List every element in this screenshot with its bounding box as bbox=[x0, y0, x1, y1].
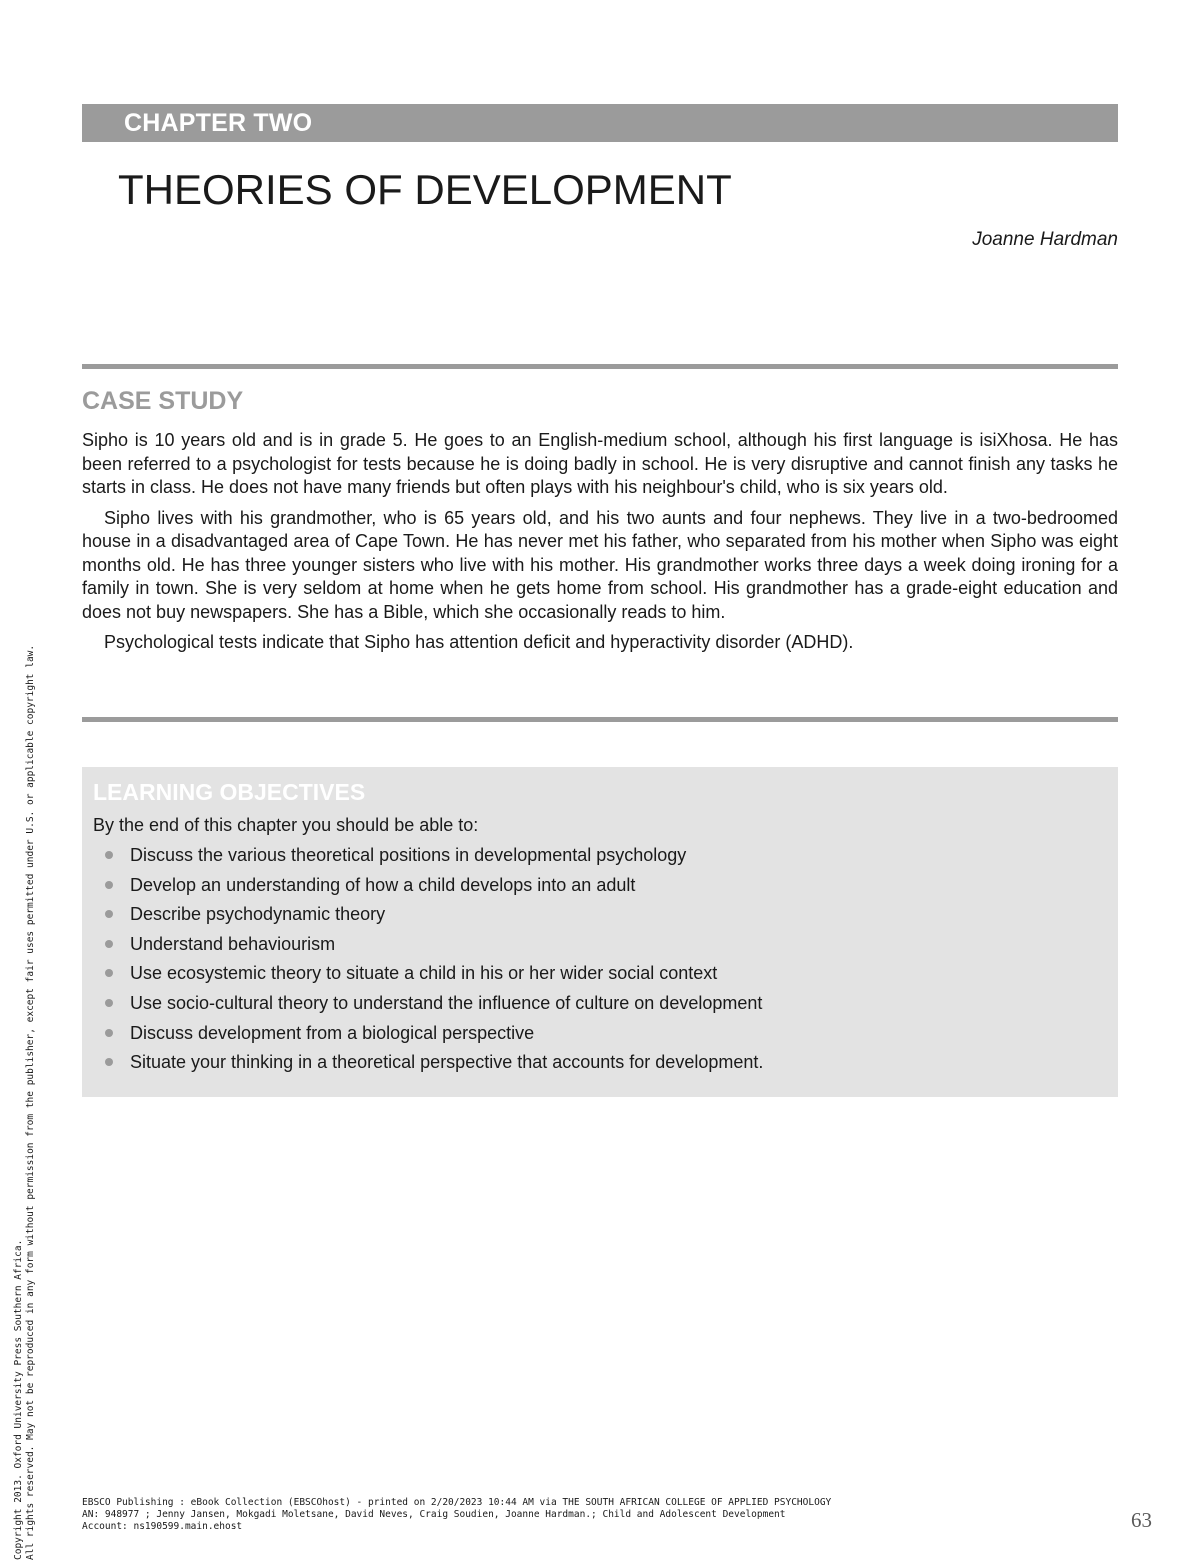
learning-objectives-heading: LEARNING OBJECTIVES bbox=[93, 779, 366, 805]
case-study-bottom-rule bbox=[82, 717, 1118, 722]
print-footer bbox=[82, 1497, 831, 1533]
objective-text: Situate your thinking in a theoretical perspective that accounts for development. bbox=[130, 1052, 764, 1073]
objective-item bbox=[102, 1019, 763, 1049]
objective-item bbox=[102, 841, 763, 871]
objective-item bbox=[102, 871, 763, 901]
objective-text: Use ecosystemic theory to situate a child in his or her wider social context bbox=[130, 963, 718, 984]
footer-line: Account: ns190599.main.ehost bbox=[82, 1521, 243, 1532]
chapter-title: THEORIES OF DEVELOPMENT bbox=[118, 166, 732, 213]
learning-objectives-intro: By the end of this chapter you should be able to: bbox=[93, 815, 479, 835]
bullet-icon bbox=[105, 999, 113, 1007]
bullet-icon bbox=[105, 851, 113, 859]
case-study-top-rule bbox=[82, 364, 1118, 369]
objective-text: Discuss development from a biological perspective bbox=[130, 1022, 535, 1043]
objective-item bbox=[102, 930, 763, 960]
chapter-banner bbox=[82, 104, 1118, 142]
bullet-icon bbox=[105, 1029, 113, 1037]
objective-text: Use socio-cultural theory to understand the influence of culture on development bbox=[130, 992, 763, 1013]
bullet-icon bbox=[105, 881, 113, 889]
case-study-body bbox=[82, 429, 1118, 662]
learning-objectives-box bbox=[82, 767, 1118, 1097]
bullet-icon bbox=[105, 969, 113, 977]
objective-item bbox=[102, 900, 763, 930]
objective-item bbox=[102, 959, 763, 989]
copyright-line: All rights reserved. May not be reproduced in any form without permission from the publisher, except fair uses permitted under U.S. or applicable copyright law. bbox=[25, 644, 36, 1560]
objective-text: Understand behaviourism bbox=[130, 933, 336, 954]
side-copyright-notice bbox=[13, 645, 37, 1560]
footer-line: EBSCO Publishing : eBook Collection (EBSCOhost) - printed on 2/20/2023 10:44 AM via THE SOUTH AFRICAN COLLEGE OF APPLIED PSYCHOLOGY bbox=[82, 1497, 832, 1508]
objective-text: Discuss the various theoretical positions in developmental psychology bbox=[130, 845, 687, 865]
case-study-heading: CASE STUDY bbox=[82, 387, 244, 415]
chapter-label: CHAPTER TWO bbox=[124, 109, 313, 137]
bullet-icon bbox=[105, 940, 113, 948]
objective-item bbox=[102, 1048, 763, 1078]
case-study-paragraph: Sipho lives with his grandmother, who is 65 years old, and his two aunts and four nephews. They live in a two-bedroomed house in a disadvantaged area of Cape Town. He has never met his father, who separated from his mother when Sipho was eight months old. He has three younger sisters who live with his mother. His grandmother works three days a week doing ironing for a family in town. She is very seldom at home when he gets home from school. His grandmother has a grade-eight education and does not buy newspapers. She has a Bible, which she occasionally reads to him. bbox=[82, 507, 1118, 622]
author-name: Joanne Hardman bbox=[972, 229, 1118, 250]
learning-objectives-list bbox=[102, 841, 763, 1078]
bullet-icon bbox=[105, 1058, 113, 1066]
page-number: 63 bbox=[1131, 1508, 1152, 1532]
case-study-paragraph: Sipho is 10 years old and is in grade 5. He goes to an English-medium school, although his first language is isiXhosa. He has been referred to a psychologist for tests because he is doing badly in school. He is very disruptive and cannot finish any tasks he starts in class. He does not have many friends but often plays with his neighbour's child, who is six years old. bbox=[82, 430, 1118, 497]
copyright-line: Copyright 2013. Oxford University Press Southern Africa. bbox=[13, 1239, 24, 1560]
objective-text: Develop an understanding of how a child develops into an adult bbox=[130, 874, 636, 895]
case-study-paragraph: Psychological tests indicate that Sipho has attention deficit and hyperactivity disorder (ADHD). bbox=[104, 632, 854, 652]
objective-item bbox=[102, 989, 763, 1019]
objective-text: Describe psychodynamic theory bbox=[130, 904, 386, 925]
bullet-icon bbox=[105, 910, 113, 918]
footer-line: AN: 948977 ; Jenny Jansen, Mokgadi Moletsane, David Neves, Craig Soudien, Joanne Hardman.; Child and Adolescent Development bbox=[82, 1509, 786, 1520]
